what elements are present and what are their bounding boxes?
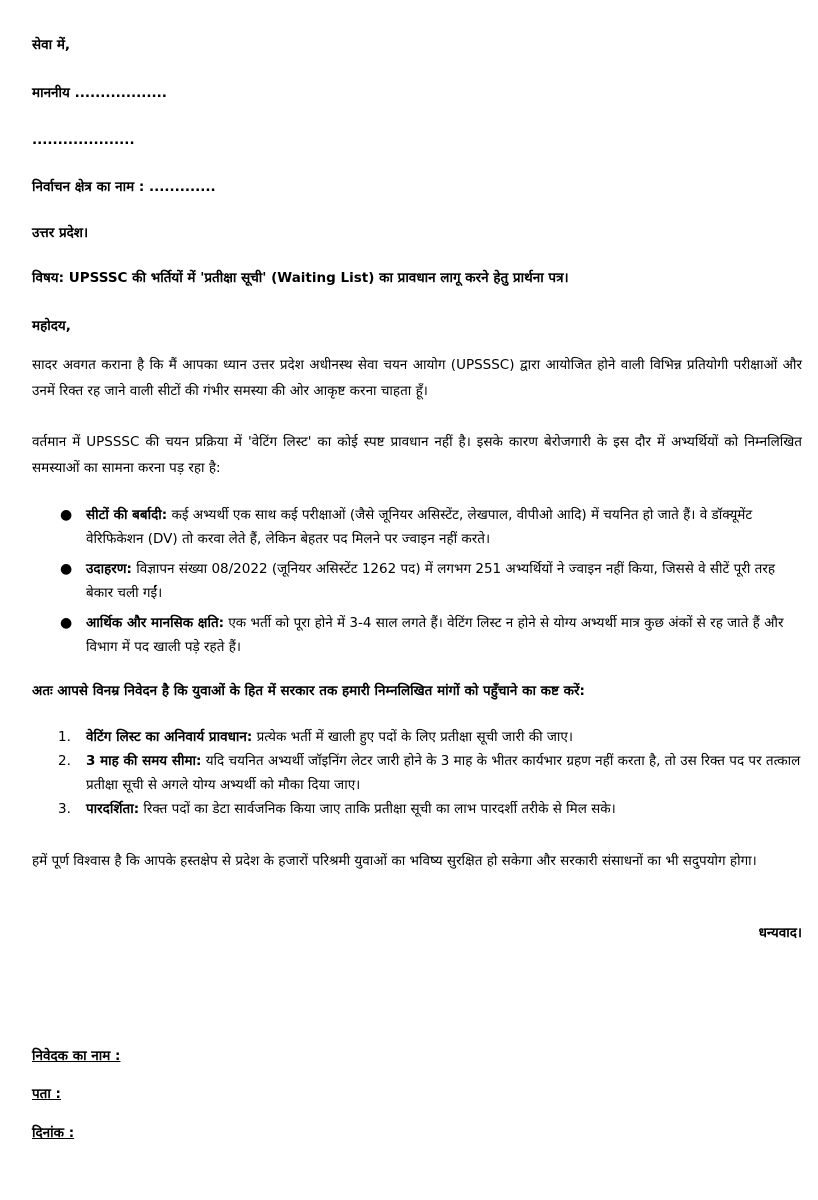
applicant-address: पता : — [32, 1086, 61, 1102]
list-number: 3. — [58, 801, 71, 817]
problems-list — [32, 503, 802, 659]
list-item — [32, 725, 802, 749]
paragraph-intro: सादर अवगत कराना है कि मैं आपका ध्यान उत्तर प्रदेश अधीनस्थ सेवा चयन आयोग (UPSSSC) द्वारा आयोजित होने वाली विभिन्न प्रतियोगी परीक्षाओं और उनमें रिक्त रह जाने वाली सीटों की गंभीर समस्या की ओर आकृष्ट करना चाहता हूँ। — [32, 357, 802, 399]
list-number: 1. — [58, 729, 71, 745]
list-item — [32, 503, 802, 551]
list-number: 2. — [58, 753, 71, 769]
salutation: महोदय, — [32, 318, 71, 334]
bullet-text: एक भर्ती को पूरा होने में 3-4 साल लगते हैं। वेटिंग लिस्ट न होने से योग्य अभ्यर्थी मात्र कुछ अंकों से रह जाते हैं और विभाग में पद खाली पड़े रहते हैं। — [86, 615, 784, 655]
demand-text: प्रत्येक भर्ती में खाली हुए पदों के लिए प्रतीक्षा सूची जारी की जाए। — [252, 729, 574, 745]
paragraph-context: वर्तमान में UPSSSC की चयन प्रक्रिया में 'वेटिंग लिस्ट' का कोई स्पष्ट प्रावधान नहीं है। इसके कारण बेरोजगारी के इस दौर में अभ्यर्थियों को निम्नलिखित समस्याओं का सामना करना पड़ रहा है: — [32, 434, 802, 476]
application-date: दिनांक : — [32, 1125, 75, 1141]
list-item — [32, 749, 802, 797]
constituency-line: निर्वाचन क्षेत्र का नाम : ............. — [32, 179, 216, 195]
address-dots: .................... — [32, 132, 135, 148]
subject-line: विषय: UPSSSC की भर्तियों में 'प्रतीक्षा सूची' (Waiting List) का प्रावधान लागू करने हेतु प्रार्थना पत्र। — [32, 270, 569, 286]
bullet-icon: ● — [60, 507, 73, 523]
state-line: उत्तर प्रदेश। — [32, 225, 89, 241]
bullet-text: कई अभ्यर्थी एक साथ कई परीक्षाओं (जैसे जूनियर असिस्टेंट, लेखपाल, वीपीओ आदि) में चयनित हो जाते हैं। वे डॉक्यूमेंट वेरिफिकेशन (DV) तो करवा लेते हैं, लेकिन बेहतर पद मिलने पर ज्वाइन नहीं करते। — [86, 507, 753, 547]
bullet-icon: ● — [60, 615, 73, 631]
demand-text: यदि चयनित अभ्यर्थी जॉइनिंग लेटर जारी होने के 3 माह के भीतर कार्यभार ग्रहण नहीं करता है, तो उस रिक्त पद पर तत्काल प्रतीक्षा सूची से अगले योग्य अभ्यर्थी को मौका दिया जाए। — [86, 753, 801, 793]
bullet-icon: ● — [60, 561, 73, 577]
address-to: सेवा में, — [32, 37, 71, 53]
paragraph-closing: हमें पूर्ण विश्वास है कि आपके हस्तक्षेप से प्रदेश के हजारों परिश्रमी युवाओं का भविष्य सुरक्षित हो सकेगा और सरकारी संसाधनों का भी सदुपयोग होगा। — [32, 853, 757, 869]
bullet-heading: सीटों की बर्बादी: — [86, 507, 168, 523]
demand-text: रिक्त पदों का डेटा सार्वजनिक किया जाए ताकि प्रतीक्षा सूची का लाभ पारदर्शी तरीके से मिल सके। — [139, 801, 616, 817]
demands-list — [32, 725, 802, 821]
bullet-heading: उदाहरण: — [86, 561, 132, 577]
request-line: अतः आपसे विनम्र निवेदन है कि युवाओं के हित में सरकार तक हमारी निम्नलिखित मांगों को पहुँचाने का कष्ट करें: — [32, 683, 585, 699]
address-honorable: माननीय .................. — [32, 85, 167, 101]
thanks-line: धन्यवाद। — [758, 925, 802, 941]
list-item — [32, 557, 802, 605]
demand-heading: 3 माह की समय सीमा: — [86, 753, 202, 769]
list-item — [32, 611, 802, 659]
bullet-heading: आर्थिक और मानसिक क्षति: — [86, 615, 225, 631]
demand-heading: पारदर्शिता: — [86, 801, 140, 817]
list-item — [32, 797, 802, 821]
applicant-name: निवेदक का नाम : — [32, 1048, 121, 1064]
demand-heading: वेटिंग लिस्ट का अनिवार्य प्रावधान: — [86, 729, 253, 745]
bullet-text: विज्ञापन संख्या 08/2022 (जूनियर असिस्टेंट 1262 पद) में लगभग 251 अभ्यर्थियों ने ज्वाइन नहीं किया, जिससे वे सीटें पूरी तरह बेकार चली गईं। — [86, 561, 776, 601]
